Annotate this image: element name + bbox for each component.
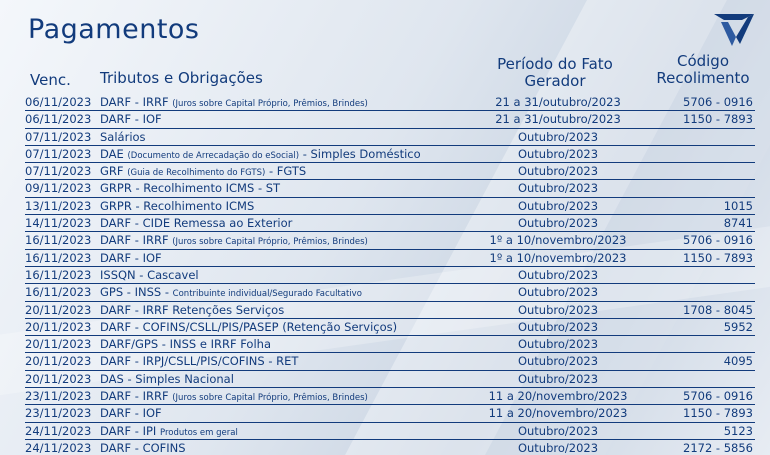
- row-desc-extra: - Simples Doméstico: [302, 146, 421, 161]
- table-row: [25, 111, 755, 128]
- row-code: 5706 - 0916: [683, 233, 753, 248]
- row-date: 13/11/2023: [25, 198, 92, 213]
- header-codigo-line2: Recolimento: [656, 69, 750, 87]
- row-period: Outubro/2023: [517, 181, 599, 196]
- table-row: [25, 284, 755, 301]
- row-desc-main: DARF - IRPJ/CSLL/PIS/COFINS - RET: [100, 354, 299, 369]
- row-period: Outubro/2023: [517, 146, 599, 161]
- row-desc-main: DARF/GPS - INSS e IRRF Folha: [100, 337, 272, 352]
- row-period: Outubro/2023: [517, 371, 599, 386]
- row-date: 20/11/2023: [25, 371, 92, 386]
- table-row: [25, 129, 755, 146]
- table-row: [25, 146, 755, 163]
- row-desc-main: GRPR - Recolhimento ICMS: [100, 198, 255, 213]
- row-desc-main: DAE: [100, 146, 124, 161]
- row-period: 1º a 10/novembro/2023: [489, 233, 627, 248]
- row-period: Outubro/2023: [517, 423, 599, 438]
- row-desc-note: Contribuinte individual/Segurado Facultativo: [172, 289, 362, 300]
- row-period: Outubro/2023: [517, 354, 599, 369]
- row-code: 5706 - 0916: [683, 95, 753, 109]
- row-description: [100, 199, 254, 213]
- row-code: 4095: [723, 354, 753, 369]
- row-date: 24/11/2023: [25, 423, 92, 438]
- row-date: 16/11/2023: [25, 267, 92, 282]
- row-description: [100, 285, 362, 299]
- row-description: [100, 372, 234, 386]
- row-desc-note: (Juros sobre Capital Próprio, Prêmios, Brindes): [172, 393, 368, 404]
- brand-logo-icon: [712, 11, 756, 49]
- table-row: [25, 405, 755, 422]
- row-desc-main: DAS - Simples Nacional: [100, 371, 234, 386]
- row-description: [100, 112, 162, 126]
- row-period: Outubro/2023: [517, 285, 599, 300]
- row-description: [100, 164, 306, 178]
- table-row: [25, 232, 755, 249]
- table-row: [25, 371, 755, 388]
- row-description: [100, 216, 292, 230]
- row-date: 16/11/2023: [25, 285, 92, 300]
- row-desc-note: (Documento de Arrecadação do eSocial): [127, 150, 300, 161]
- row-period: Outubro/2023: [517, 337, 599, 352]
- row-period: 1º a 10/novembro/2023: [489, 250, 627, 265]
- row-code: 1015: [723, 198, 753, 213]
- row-desc-main: ISSQN - Cascavel: [100, 267, 199, 282]
- table-row: [25, 440, 755, 455]
- row-period: Outubro/2023: [517, 216, 599, 231]
- row-description: [100, 441, 186, 455]
- row-period: Outubro/2023: [517, 198, 599, 213]
- table-row: [25, 215, 755, 232]
- row-date: 14/11/2023: [25, 216, 92, 231]
- header-codigo-line1: Código: [676, 52, 730, 70]
- row-desc-main: GPS - INSS -: [100, 285, 170, 300]
- header-codigo: [650, 53, 756, 87]
- table-row: [25, 250, 755, 267]
- row-desc-main: DARF - COFINS/CSLL/PIS/PASEP (Retenção Serviços): [100, 319, 398, 334]
- row-desc-main: DARF - IRRF: [100, 389, 169, 404]
- row-date: 07/11/2023: [25, 146, 92, 161]
- row-description: [100, 337, 271, 351]
- row-date: 07/11/2023: [25, 129, 92, 144]
- row-period: 21 a 31/outubro/2023: [495, 112, 621, 127]
- row-description: [100, 406, 162, 420]
- row-description: [100, 354, 298, 368]
- page-title: Pagamentos: [28, 14, 200, 45]
- row-desc-main: DARF - IOF: [100, 250, 162, 265]
- header-tributos: Tributos e Obrigações: [100, 69, 263, 87]
- row-desc-main: DARF - CIDE Remessa ao Exterior: [100, 216, 293, 231]
- row-description: [100, 303, 284, 317]
- row-desc-extra: - FGTS: [268, 164, 307, 179]
- row-description: [100, 147, 421, 161]
- payments-table: [25, 94, 755, 455]
- row-date: 20/11/2023: [25, 337, 92, 352]
- table-row: [25, 180, 755, 197]
- row-period: 21 a 31/outubro/2023: [495, 95, 621, 109]
- row-date: 16/11/2023: [25, 250, 92, 265]
- row-desc-main: GRF: [100, 164, 124, 179]
- row-date: 20/11/2023: [25, 302, 92, 317]
- row-period: Outubro/2023: [517, 302, 599, 317]
- row-date: 23/11/2023: [25, 406, 92, 421]
- row-description: [100, 130, 146, 144]
- row-date: 07/11/2023: [25, 164, 92, 179]
- table-row: [25, 319, 755, 336]
- row-period: Outubro/2023: [517, 319, 599, 334]
- row-desc-note: (Guia de Recolhimento do FGTS): [127, 168, 266, 179]
- row-date: 09/11/2023: [25, 181, 92, 196]
- row-description: [100, 181, 280, 195]
- table-row: [25, 94, 755, 111]
- row-period: Outubro/2023: [517, 164, 599, 179]
- row-desc-main: DARF - IPI: [100, 423, 157, 438]
- row-code: 5706 - 0916: [683, 389, 753, 404]
- table-row: [25, 163, 755, 180]
- header-periodo: [485, 56, 625, 90]
- table-row: [25, 353, 755, 370]
- row-period: Outubro/2023: [517, 440, 599, 455]
- row-description: [100, 233, 368, 247]
- row-desc-main: GRPR - Recolhimento ICMS - ST: [100, 181, 281, 196]
- row-period: Outubro/2023: [517, 129, 599, 144]
- row-desc-note: Produtos em geral: [159, 427, 238, 438]
- table-row: [25, 336, 755, 353]
- row-desc-main: DARF - COFINS: [100, 440, 186, 455]
- row-code: 2172 - 5856: [683, 440, 753, 455]
- row-description: [100, 424, 238, 438]
- row-date: 20/11/2023: [25, 354, 92, 369]
- row-period: Outubro/2023: [517, 267, 599, 282]
- row-date: 23/11/2023: [25, 389, 92, 404]
- row-description: [100, 268, 199, 282]
- row-desc-main: DARF - IOF: [100, 112, 162, 127]
- header-venc: Venc.: [30, 71, 71, 89]
- row-code: 5123: [723, 423, 753, 438]
- row-description: [100, 320, 397, 334]
- row-period: 11 a 20/novembro/2023: [488, 406, 628, 421]
- row-desc-note: (Juros sobre Capital Próprio, Prêmios, Brindes): [172, 99, 368, 109]
- row-date: 20/11/2023: [25, 319, 92, 334]
- row-description: [100, 95, 368, 109]
- row-code: 5952: [723, 319, 753, 334]
- table-row: [25, 388, 755, 405]
- table-row: [25, 198, 755, 215]
- row-desc-main: DARF - IRRF: [100, 95, 169, 109]
- row-desc-main: DARF - IOF: [100, 406, 162, 421]
- row-desc-main: DARF - IRRF: [100, 233, 169, 248]
- table-row: [25, 302, 755, 319]
- row-code: 1708 - 8045: [683, 302, 753, 317]
- row-date: 24/11/2023: [25, 440, 92, 455]
- header-periodo-line1: Período do Fato: [497, 55, 613, 73]
- header-periodo-line2: Gerador: [524, 72, 586, 90]
- row-description: [100, 251, 162, 265]
- row-code: 1150 - 7893: [683, 112, 753, 127]
- row-description: [100, 389, 368, 403]
- row-desc-main: Salários: [100, 129, 146, 144]
- row-period: 11 a 20/novembro/2023: [488, 389, 628, 404]
- table-row: [25, 423, 755, 440]
- row-date: 16/11/2023: [25, 233, 92, 248]
- row-date: 06/11/2023: [25, 112, 92, 127]
- table-row: [25, 267, 755, 284]
- row-code: 1150 - 7893: [683, 406, 753, 421]
- row-desc-note: (Juros sobre Capital Próprio, Prêmios, Brindes): [172, 237, 368, 248]
- row-date: 06/11/2023: [25, 95, 92, 109]
- row-code: 8741: [723, 216, 753, 231]
- row-code: 1150 - 7893: [683, 250, 753, 265]
- row-desc-main: DARF - IRRF Retenções Serviços: [100, 302, 285, 317]
